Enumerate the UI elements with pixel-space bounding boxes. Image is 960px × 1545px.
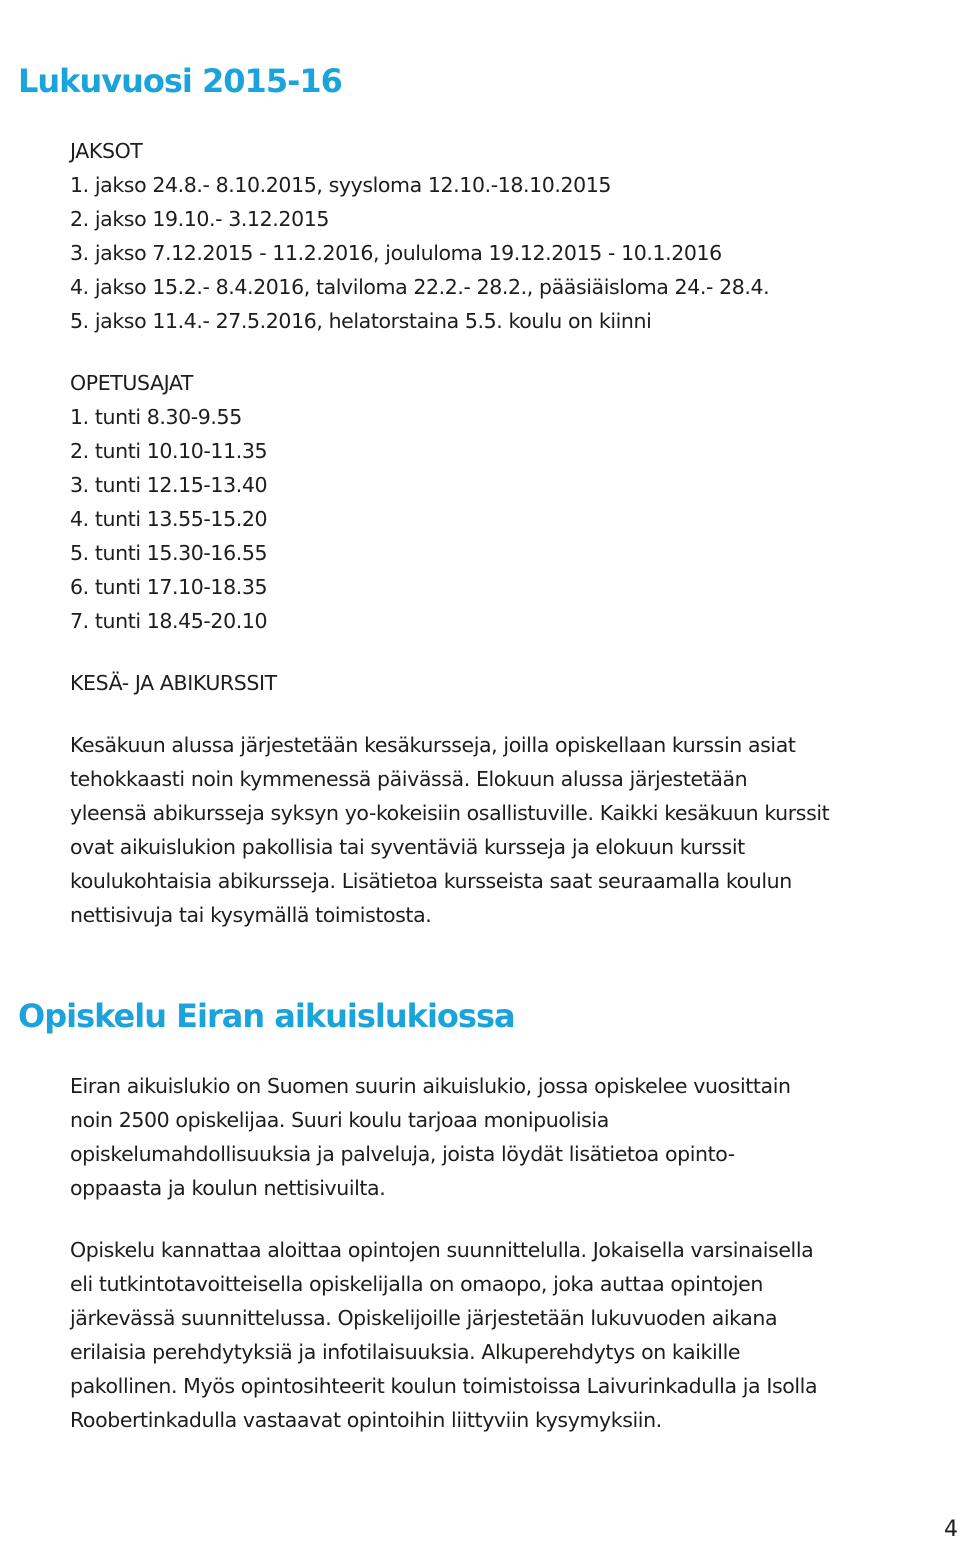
paragraph-line: yleensä abikursseja syksyn yo-kokeisiin osallistuville. Kaikki kesäkuun kurssit	[70, 801, 830, 825]
paragraph-line: Eiran aikuislukio on Suomen suurin aikuislukio, jossa opiskelee vuosittain	[70, 1074, 791, 1098]
kesa-paragraph	[70, 728, 890, 932]
kesa-heading-block	[70, 666, 890, 700]
tunti-item: 5. tunti 15.30-16.55	[70, 541, 268, 565]
opiskelu-paragraph-2	[70, 1233, 890, 1437]
paragraph-line: nettisivuja tai kysymällä toimistosta.	[70, 903, 432, 927]
paragraph-line: oppaasta ja koulun nettisivuilta.	[70, 1176, 386, 1200]
paragraph-line: erilaisia perehdytyksiä ja infotilaisuuksia. Alkuperehdytys on kaikille	[70, 1340, 741, 1364]
tunti-item: 3. tunti 12.15-13.40	[70, 473, 268, 497]
kesa-abikurssit-heading: KESÄ- JA ABIKURSSIT	[70, 671, 277, 695]
opetusajat-heading: OPETUSAJAT	[70, 371, 194, 395]
opetusajat-block	[70, 366, 890, 638]
jaksot-block	[70, 134, 890, 338]
paragraph-line: opiskelumahdollisuuksia ja palveluja, joista löydät lisätietoa opinto-	[70, 1142, 735, 1166]
paragraph-line: tehokkaasti noin kymmenessä päivässä. Elokuun alussa järjestetään	[70, 767, 748, 791]
tunti-item: 6. tunti 17.10-18.35	[70, 575, 268, 599]
jakso-item: 2. jakso 19.10.- 3.12.2015	[70, 207, 329, 231]
jakso-item: 3. jakso 7.12.2015 - 11.2.2016, joululoma 19.12.2015 - 10.1.2016	[70, 241, 722, 265]
paragraph-line: Kesäkuun alussa järjestetään kesäkursseja, joilla opiskellaan kurssin asiat	[70, 733, 796, 757]
paragraph-line: ovat aikuislukion pakollisia tai syventäviä kursseja ja elokuun kurssit	[70, 835, 745, 859]
tunti-item: 7. tunti 18.45-20.10	[70, 609, 268, 633]
tunti-item: 2. tunti 10.10-11.35	[70, 439, 268, 463]
tunti-item: 1. tunti 8.30-9.55	[70, 405, 242, 429]
tunti-item: 4. tunti 13.55-15.20	[70, 507, 268, 531]
jakso-item: 5. jakso 11.4.- 27.5.2016, helatorstaina 5.5. koulu on kiinni	[70, 309, 652, 333]
page-number: 4	[944, 1517, 958, 1542]
paragraph-line: Opiskelu kannattaa aloittaa opintojen suunnittelulla. Jokaisella varsinaisella	[70, 1238, 814, 1262]
paragraph-line: Roobertinkadulla vastaavat opintoihin liittyviin kysymyksiin.	[70, 1408, 662, 1432]
paragraph-line: järkevässä suunnittelussa. Opiskelijoille järjestetään lukuvuoden aikana	[70, 1306, 778, 1330]
paragraph-line: eli tutkintotavoitteisella opiskelijalla on omaopo, joka auttaa opintojen	[70, 1272, 763, 1296]
section-title-lukuvuosi: Lukuvuosi 2015-16	[18, 62, 342, 100]
section-title-opiskelu: Opiskelu Eiran aikuislukiossa	[18, 997, 515, 1035]
paragraph-line: koulukohtaisia abikursseja. Lisätietoa kursseista saat seuraamalla koulun	[70, 869, 792, 893]
opiskelu-paragraph-1	[70, 1069, 890, 1205]
jakso-item: 4. jakso 15.2.- 8.4.2016, talviloma 22.2.- 28.2., pääsiäisloma 24.- 28.4.	[70, 275, 770, 299]
jakso-item: 1. jakso 24.8.- 8.10.2015, syysloma 12.10.-18.10.2015	[70, 173, 612, 197]
jaksot-heading: JAKSOT	[70, 139, 143, 163]
paragraph-line: pakollinen. Myös opintosihteerit koulun toimistoissa Laivurinkadulla ja Isolla	[70, 1374, 818, 1398]
paragraph-line: noin 2500 opiskelijaa. Suuri koulu tarjoaa monipuolisia	[70, 1108, 609, 1132]
